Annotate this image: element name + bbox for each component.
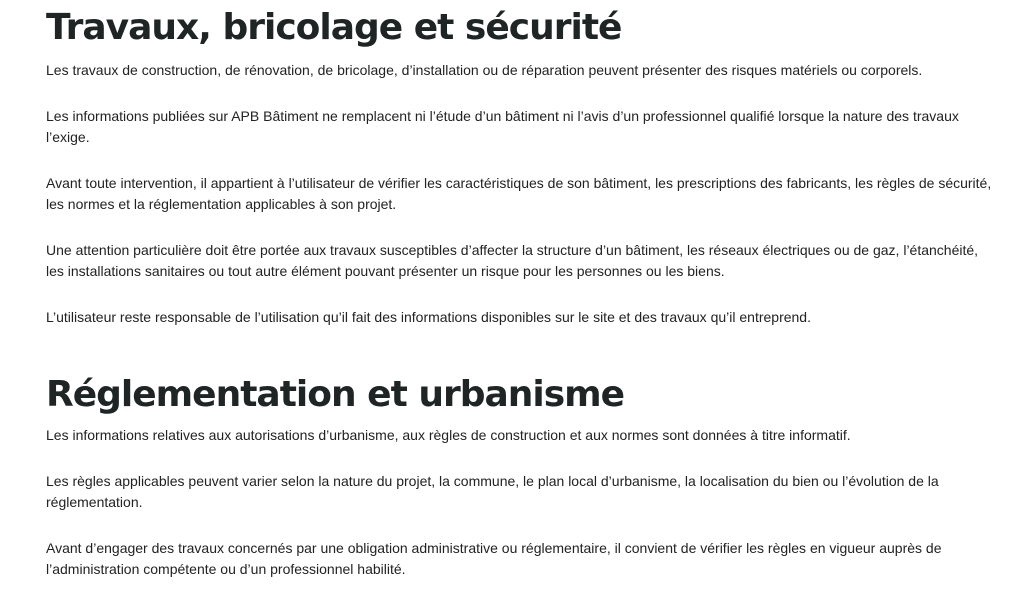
paragraph: Une attention particulière doit être portée aux travaux susceptibles d’affecter la structure d’un bâtiment, les réseaux électriques ou de gaz, l’étanchéité, les installations sanitaires ou tout autre élément pouvant présenter un risque pour les personnes ou les biens.: [46, 242, 979, 279]
section-reglementation-urbanisme: [46, 373, 992, 580]
section-heading: Travaux, bricolage et sécurité: [46, 7, 622, 48]
paragraph: Les travaux de construction, de rénovation, de bricolage, d’installation ou de réparation peuvent présenter des risques matériels ou corporels.: [46, 62, 923, 78]
paragraph: Les informations publiées sur APB Bâtiment ne remplacent ni l’étude d’un bâtiment ni l’avis d’un professionnel qualifié lorsque la nature des travaux l’exige.: [46, 108, 959, 145]
section-body: [46, 60, 992, 328]
paragraph: Les règles applicables peuvent varier selon la nature du projet, la commune, le plan local d’urbanisme, la localisation du bien ou l’évolution de la réglementation.: [46, 473, 939, 510]
paragraph: L’utilisateur reste responsable de l’utilisation qu’il fait des informations disponibles sur le site et des travaux qu’il entreprend.: [46, 309, 811, 325]
paragraph: Les informations relatives aux autorisations d’urbanisme, aux règles de construction et aux normes sont données à titre informatif.: [46, 427, 851, 443]
paragraph: Avant d’engager des travaux concernés par une obligation administrative ou réglementaire, il convient de vérifier les règles en vigueur auprès de l’administration compétente ou d’un professionnel habilité.: [46, 540, 942, 577]
section-body: [46, 425, 992, 580]
section-heading: Réglementation et urbanisme: [46, 374, 625, 415]
page-content: [46, 0, 992, 580]
section-travaux-securite: [46, 6, 992, 328]
paragraph: Avant toute intervention, il appartient à l’utilisateur de vérifier les caractéristiques de son bâtiment, les prescriptions des fabricants, les règles de sécurité, les normes et la réglementation applicables à son projet.: [46, 175, 992, 212]
